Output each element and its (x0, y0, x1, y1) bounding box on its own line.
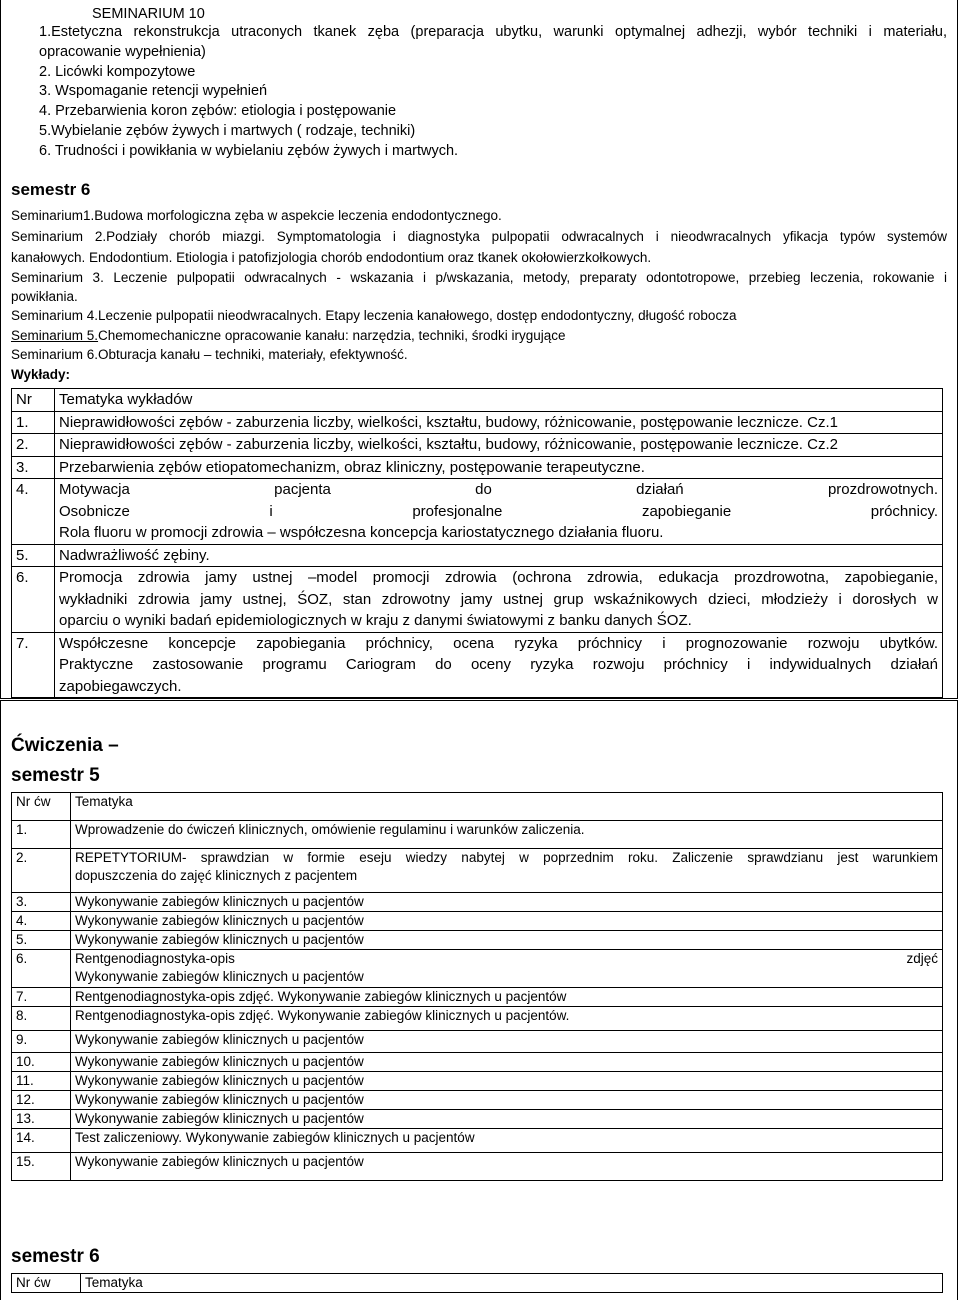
row-number: 5. (12, 931, 71, 950)
row-topic (55, 456, 943, 479)
seminar-item-1: 1.Estetyczna rekonstrukcja utraconych tkanek zęba (preparacja ubytku, warunki optymalnej adhezji, wybór techniki i materiału, (39, 24, 947, 40)
row-topic (55, 411, 943, 434)
row-topic (71, 950, 943, 988)
row-topic (71, 1129, 943, 1153)
semester6-heading: semestr 6 (11, 180, 91, 199)
sem6-line-3: kanałowych. Endodontium. Etiologia i patofizjologia chorób endodontium oraz tkanek okołowierzkołkowych. (11, 250, 652, 265)
header-topic: Tematyka (71, 793, 943, 821)
topic-line: Wykonywanie zabiegów klinicznych u pacjentów (75, 1054, 364, 1069)
row-topic (55, 632, 943, 698)
table-header-row (12, 389, 943, 412)
topic-line: wykładniki zdrowia jamy ustnej, ŚOZ, stan zdrowotny jamy ustnej grup wskaźnikowych dzieci, młodzieży i dorosłych w (59, 590, 938, 608)
exercises-row (12, 1153, 943, 1181)
row-number: 4. (12, 479, 55, 545)
topic-line: Motywacja pacjenta do działań prozdrowotnych. (59, 481, 938, 498)
sem6-line-4: Seminarium 3. Leczenie pulpopatii odwracalnych - wskazania i p/wskazania, metody, preparaty odontotropowe, przebieg leczenia, rokowanie i (11, 270, 947, 285)
row-number: 12. (12, 1091, 71, 1110)
seminar-item-1-cont: opracowanie wypełnienia) (39, 44, 206, 60)
exercises-row (12, 950, 943, 988)
sem6-line-7 (11, 327, 566, 345)
topic-line: Wykonywanie zabiegów klinicznych u pacjentów (75, 1092, 364, 1107)
topic-line: oparciu o wyniki badań epidemiologicznych w kraju z danymi światowymi z banku danych ŚOZ. (59, 612, 692, 629)
exercises-row (12, 931, 943, 950)
row-topic (71, 931, 943, 950)
lectures-label: Wykłady: (11, 367, 71, 382)
row-number: 6. (12, 950, 71, 988)
exercises-row (12, 849, 943, 893)
row-topic (71, 1110, 943, 1129)
exercises-sem6-table (11, 1273, 943, 1293)
row-number: 15. (12, 1153, 71, 1181)
topic-line: Rentgenodiagnostyka-opis zdjęć (75, 951, 938, 966)
topic-line: Nieprawidłowości zębów - zaburzenia liczby, wielkości, kształtu, budowy, różnicowanie, postępowanie lecznicze. Cz.1 (59, 413, 838, 431)
row-number: 14. (12, 1129, 71, 1153)
topic-line: Wykonywanie zabiegów klinicznych u pacjentów (75, 1032, 364, 1047)
lectures_table-row (12, 544, 943, 567)
seminar-item-5: 5.Wybielanie zębów żywych i martwych ( rodzaje, techniki) (39, 123, 416, 139)
lectures_table-row (12, 456, 943, 479)
topic-line: zapobiegawczych. (59, 677, 182, 695)
sem6-line-8: Seminarium 6.Obturacja kanału – techniki, materiały, efektywność. (11, 347, 408, 362)
exercises-row (12, 1031, 943, 1053)
exercises-row (12, 893, 943, 912)
exercises-row (12, 1053, 943, 1072)
seminar-item-3: 3. Wspomaganie retencji wypełnień (39, 83, 268, 99)
topic-line: dopuszczenia do zajęć klinicznych z pacjentem (75, 868, 358, 883)
topic-line: Test zaliczeniowy. Wykonywanie zabiegów klinicznych u pacjentów (75, 1130, 475, 1145)
seminar-item-2: 2. Licówki kompozytowe (39, 64, 196, 80)
lectures_table-row (12, 479, 943, 545)
row-topic (71, 1072, 943, 1091)
topic-line: Osobnicze i profesjonalne zapobieganie próchnicy. (59, 502, 938, 520)
topic-line: Przebarwienia zębów etiopatomechanizm, obraz kliniczny, postępowanie terapeutyczne. (59, 458, 645, 476)
row-topic (55, 567, 943, 633)
topic-line: Promocja zdrowia jamy ustnej –model promocji zdrowia (ochrona zdrowia, edukacja prozdrowotna, zapobieganie, (59, 569, 938, 586)
row-number: 7. (12, 632, 55, 698)
row-number: 3. (12, 893, 71, 912)
exercises-semester6: semestr 6 (11, 1246, 100, 1267)
exercises-row (12, 1091, 943, 1110)
exercises-table (11, 792, 943, 1181)
topic-line: Praktyczne zastosowanie programu Cariogram do oceny ryzyka rozwoju próchnicy i indywidualnych działań (59, 656, 938, 673)
row-number: 9. (12, 1031, 71, 1053)
topic-line: Wykonywanie zabiegów klinicznych u pacjentów (75, 1073, 364, 1088)
row-number: 4. (12, 912, 71, 931)
exercises-row (12, 912, 943, 931)
topic-line: Wykonywanie zabiegów klinicznych u pacjentów (75, 1111, 364, 1126)
header-topic: Tematyka wykładów (55, 389, 943, 412)
row-number: 13. (12, 1110, 71, 1129)
exercises-semester5: semestr 5 (11, 765, 100, 786)
lectures_table-row (12, 434, 943, 457)
row-number: 3. (12, 456, 55, 479)
sem6-line-7-label: Seminarium 5. (11, 328, 99, 343)
topic-line: Wykonywanie zabiegów klinicznych u pacjentów (75, 913, 364, 928)
row-topic (71, 1153, 943, 1181)
row-topic (71, 1053, 943, 1072)
seminar-item-4: 4. Przebarwienia koron zębów: etiologia i postępowanie (39, 103, 397, 119)
row-topic (55, 434, 943, 457)
row-topic (71, 1007, 943, 1031)
lectures_table-row (12, 411, 943, 434)
exercises-row (12, 1007, 943, 1031)
exercises-row (12, 1110, 943, 1129)
header-nr: Nr (12, 389, 55, 412)
lectures_table-row (12, 632, 943, 698)
topic-line: Nieprawidłowości zębów - zaburzenia liczby, wielkości, kształtu, budowy, różnicowanie, postępowanie lecznicze. Cz.2 (59, 436, 838, 453)
row-number: 11. (12, 1072, 71, 1091)
seminar-item-6: 6. Trudności i powikłania w wybielaniu zębów żywych i martwych. (39, 143, 459, 159)
exercises-heading: Ćwiczenia – (11, 735, 119, 756)
sem6-line-1: Seminarium1.Budowa morfologiczna zęba w aspekcie leczenia endodontycznego. (11, 208, 502, 223)
topic-line: Wprowadzenie do ćwiczeń klinicznych, omówienie regulaminu i warunków zaliczenia. (75, 822, 585, 837)
topic-line: REPETYTORIUM- sprawdzian w formie eseju wiedzy nabytej w poprzednim roku. Zaliczenie sprawdzianu jest warunkiem (75, 850, 938, 865)
row-topic (71, 1031, 943, 1053)
row-topic (71, 988, 943, 1007)
sem6-line-7-text: Chemomechaniczne opracowanie kanału: narzędzia, techniki, środki irygujące (98, 328, 566, 343)
topic-line: Współczesne koncepcje zapobiegania próchnicy, ocena ryzyka próchnicy i prognozowanie rozwoju ubytków. (59, 634, 938, 652)
row-topic (71, 912, 943, 931)
lectures-table (11, 388, 943, 698)
topic-line: Wykonywanie zabiegów klinicznych u pacjentów (75, 969, 364, 984)
topic-line: Rentgenodiagnostyka-opis zdjęć. Wykonywanie zabiegów klinicznych u pacjentów (75, 989, 567, 1004)
header-topic: Tematyka (81, 1274, 943, 1293)
sem6-line-5: powikłania. (11, 289, 78, 304)
row-number: 10. (12, 1053, 71, 1072)
header-nr: Nr ćw (12, 793, 71, 821)
row-topic (71, 1091, 943, 1110)
seminar-title: SEMINARIUM 10 (92, 6, 205, 22)
row-number: 2. (12, 434, 55, 457)
row-number: 8. (12, 1007, 71, 1031)
exercises-row (12, 1129, 943, 1153)
row-number: 1. (12, 821, 71, 849)
topic-line: Rola fluoru w promocji zdrowia – współczesna koncepcja kariostatycznego działania fluoru. (59, 524, 664, 541)
header-nr: Nr ćw (12, 1274, 81, 1293)
exercises-row (12, 1072, 943, 1091)
exercises-row (12, 988, 943, 1007)
exercises-row (12, 821, 943, 849)
row-number: 6. (12, 567, 55, 633)
topic-line: Wykonywanie zabiegów klinicznych u pacjentów (75, 932, 364, 947)
sem6-line-2: Seminarium 2.Podziały chorób miazgi. Symptomatologia i diagnostyka pulpopatii odwracalnych i nieodwracalnych yfikacja typów systemów (11, 229, 947, 244)
row-topic (71, 821, 943, 849)
row-number: 2. (12, 849, 71, 893)
topic-line: Rentgenodiagnostyka-opis zdjęć. Wykonywanie zabiegów klinicznych u pacjentów. (75, 1008, 570, 1023)
topic-line: Wykonywanie zabiegów klinicznych u pacjentów (75, 894, 364, 909)
table-header-row (12, 793, 943, 821)
row-number: 5. (12, 544, 55, 567)
row-topic (71, 849, 943, 893)
row-number: 1. (12, 411, 55, 434)
table-header-row (12, 1274, 943, 1293)
row-topic (71, 893, 943, 912)
topic-line: Wykonywanie zabiegów klinicznych u pacjentów (75, 1154, 364, 1169)
row-number: 7. (12, 988, 71, 1007)
row-topic (55, 544, 943, 567)
row-topic (55, 479, 943, 545)
lectures_table-row (12, 567, 943, 633)
topic-line: Nadwrażliwość zębiny. (59, 546, 210, 564)
sem6-line-6: Seminarium 4.Leczenie pulpopatii nieodwracalnych. Etapy leczenia kanałowego, dostęp endodontyczny, długość robocza (11, 308, 737, 323)
